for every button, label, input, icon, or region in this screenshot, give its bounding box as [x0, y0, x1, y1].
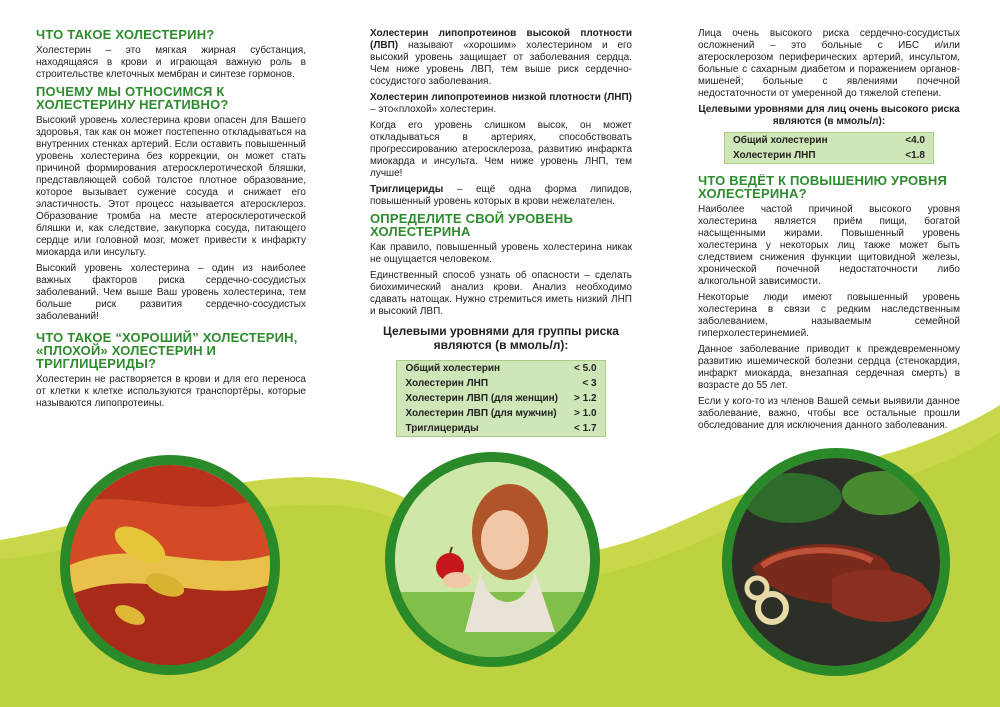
para-causes-1: Наиболее частой причиной высокого уровня холестерина является приём пищи, богатой насыщенными жирами. Повышенный уровень холестерина у некоторых лиц также может быть следствием снижения функции щитовидной железы, хронической почечной недостаточности либо алкогольной зависимости.: [698, 204, 960, 287]
table-row: [397, 421, 605, 437]
para-triglycerides: [370, 184, 632, 208]
target-title-very-high-risk: Целевыми уровнями для лиц очень высокого риска являются (в ммоль/л):: [698, 104, 960, 127]
para-ldl-detail: Когда его уровень слишком высок, он может откладываться в артериях, способствовать прогрессированию атеросклероза, развитию инфаркта миокарда и инсульта. Чем ниже уровень ЛНП, тем лучше!: [370, 120, 632, 179]
column-right: [698, 28, 960, 436]
para-what-is-cholesterol: Холестерин – это мягкая жирная субстанция, находящаяся в крови и играющая важную роль в строительстве клеточных мембран и синтезе гормонов.: [36, 45, 306, 80]
para-causes-2: Некоторые люди имеют повышенный уровень холестерина в связи с редким наследственным заболеванием, называемым семейной гиперхолестеринемией.: [698, 292, 960, 339]
target-table-very-high-risk: [724, 132, 934, 164]
target-value: <4.0: [905, 135, 925, 146]
text-triglycerides: – ещё одна форма липидов, повышенный уровень которых в крови нежелателен.: [370, 184, 632, 207]
para-very-high-risk: Лица очень высокого риска сердечно-сосудистых осложнений – это больные с ИБС и/или атеросклерозом периферических артерий, инсультом, больные с сахарным диабетом и поражением органов-мишеней; больные с явлениями почечной недостаточности от умеренной до тяжелой степени.: [698, 28, 960, 99]
para-ldl: [370, 92, 632, 116]
target-value: < 1.7: [573, 423, 597, 434]
target-value: > 1.2: [573, 393, 597, 404]
target-label: Холестерин ЛВП (для женщин): [405, 393, 558, 404]
table-row: [397, 376, 605, 391]
target-value: > 1.0: [573, 408, 597, 419]
heading-define-level: ОПРЕДЕЛИТЕ СВОЙ УРОВЕНЬ ХОЛЕСТЕРИНА: [370, 211, 574, 239]
column-middle: [370, 28, 632, 437]
text-hdl: называют «хорошим» холестерином и его высокий уровень защищает от заболевания сердца. Чем ниже уровень ЛВП, тем выше риск сердечно-сосудистого заболевания.: [370, 40, 632, 87]
target-title-risk-group: Целевыми уровнями для группы риска являются (в ммоль/л):: [383, 324, 619, 352]
heading-why-negative: ПОЧЕМУ МЫ ОТНОСИМСЯ К ХОЛЕСТЕРИНУ НЕГАТИВНО?: [36, 84, 229, 112]
table-row: [397, 406, 605, 421]
term-ldl: Холестерин липопротеинов низкой плотности (ЛНП): [370, 92, 632, 103]
target-value: < 3: [582, 378, 597, 389]
target-label: Общий холестерин: [405, 363, 501, 374]
table-row: [397, 361, 605, 377]
table-row: [725, 148, 934, 164]
target-label: Холестерин ЛНП: [733, 150, 816, 161]
table-row: [397, 391, 605, 406]
para-define-1: Как правило, повышенный уровень холестерина никак не ощущается человеком.: [370, 242, 632, 265]
steak-image: [722, 448, 950, 676]
heading-what-is-cholesterol: ЧТО ТАКОЕ ХОЛЕСТЕРИН?: [36, 27, 215, 42]
target-value: <1.8: [905, 150, 925, 161]
target-label: Общий холестерин: [733, 135, 828, 146]
column-left: [36, 28, 306, 414]
target-table-risk-group: [396, 360, 605, 437]
target-label: Холестерин ЛНП: [405, 378, 489, 389]
artery-plaque-image: [60, 455, 280, 675]
heading-good-bad: ЧТО ТАКОЕ “ХОРОШИЙ” ХОЛЕСТЕРИН, «ПЛОХОЙ» ХОЛЕСТЕРИН И ТРИГЛИЦЕРИДЫ?: [36, 330, 298, 371]
term-triglycerides: Триглицериды: [370, 184, 444, 195]
target-value: < 5.0: [573, 363, 597, 374]
para-good-bad: Холестерин не растворяется в крови и для его переноса от клетки к клетке используются транспортёры, которые называются липопротеины.: [36, 374, 306, 409]
text-ldl: – это«плохой» холестерин.: [370, 104, 497, 115]
para-causes-4: Если у кого-то из членов Вашей семьи выявили данное заболевание, важно, чтобы все остальные прошли обследование для исключения данного заболевания.: [698, 396, 960, 431]
table-row: [725, 133, 934, 149]
para-causes-3: Данное заболевание приводит к преждевременному развитию ишемической болезни сердца (стенокардия, инфаркт миокарда, внезапная сердечная смерть) в возрасте до 55 лет.: [698, 344, 960, 391]
para-hdl: [370, 28, 632, 88]
term-hdl: Холестерин липопротеинов высокой плотности (ЛВП): [370, 28, 632, 51]
heading-causes: ЧТО ВЕДЁТ К ПОВЫШЕНИЮ УРОВНЯ ХОЛЕСТЕРИНА?: [698, 173, 948, 201]
para-why-negative-2: Высокий уровень холестерина – один из наиболее важных факторов риска сердечно-сосудистых заболеваний. Чем выше Ваш уровень холестерина, тем больше риск развития сердечно-сосудистых заболеваний!: [36, 263, 306, 322]
woman-with-apple-image: [385, 452, 600, 667]
para-define-2: Единственный способ узнать об опасности – сделать биохимический анализ крови. Анализ необходимо сдавать натощак. Нужно стремиться иметь низкий ЛНП и высокий ЛВП.: [370, 270, 632, 317]
target-label: Триглицериды: [405, 423, 479, 434]
para-why-negative-1: Высокий уровень холестерина крови опасен для Вашего здоровья, так как он может постепенно откладываться на внутренних стенках артерий. Если оставить повышенный уровень холестерина без коррекции, он может стать причиной формирования атеросклеротической бляшки, представляющей собой толстое плотное образование, которое вызывает сужение сосуда и снижает его эластичность. Этот процесс называется атеросклероз. Образование тромба на месте атеросклеротической бляшки и, как следствие, закупорка сосуда, питающего сердце или головной мозг, может привести к инфаркту миокарда или инсульту.: [36, 115, 306, 258]
target-label: Холестерин ЛВП (для мужчин): [405, 408, 557, 419]
